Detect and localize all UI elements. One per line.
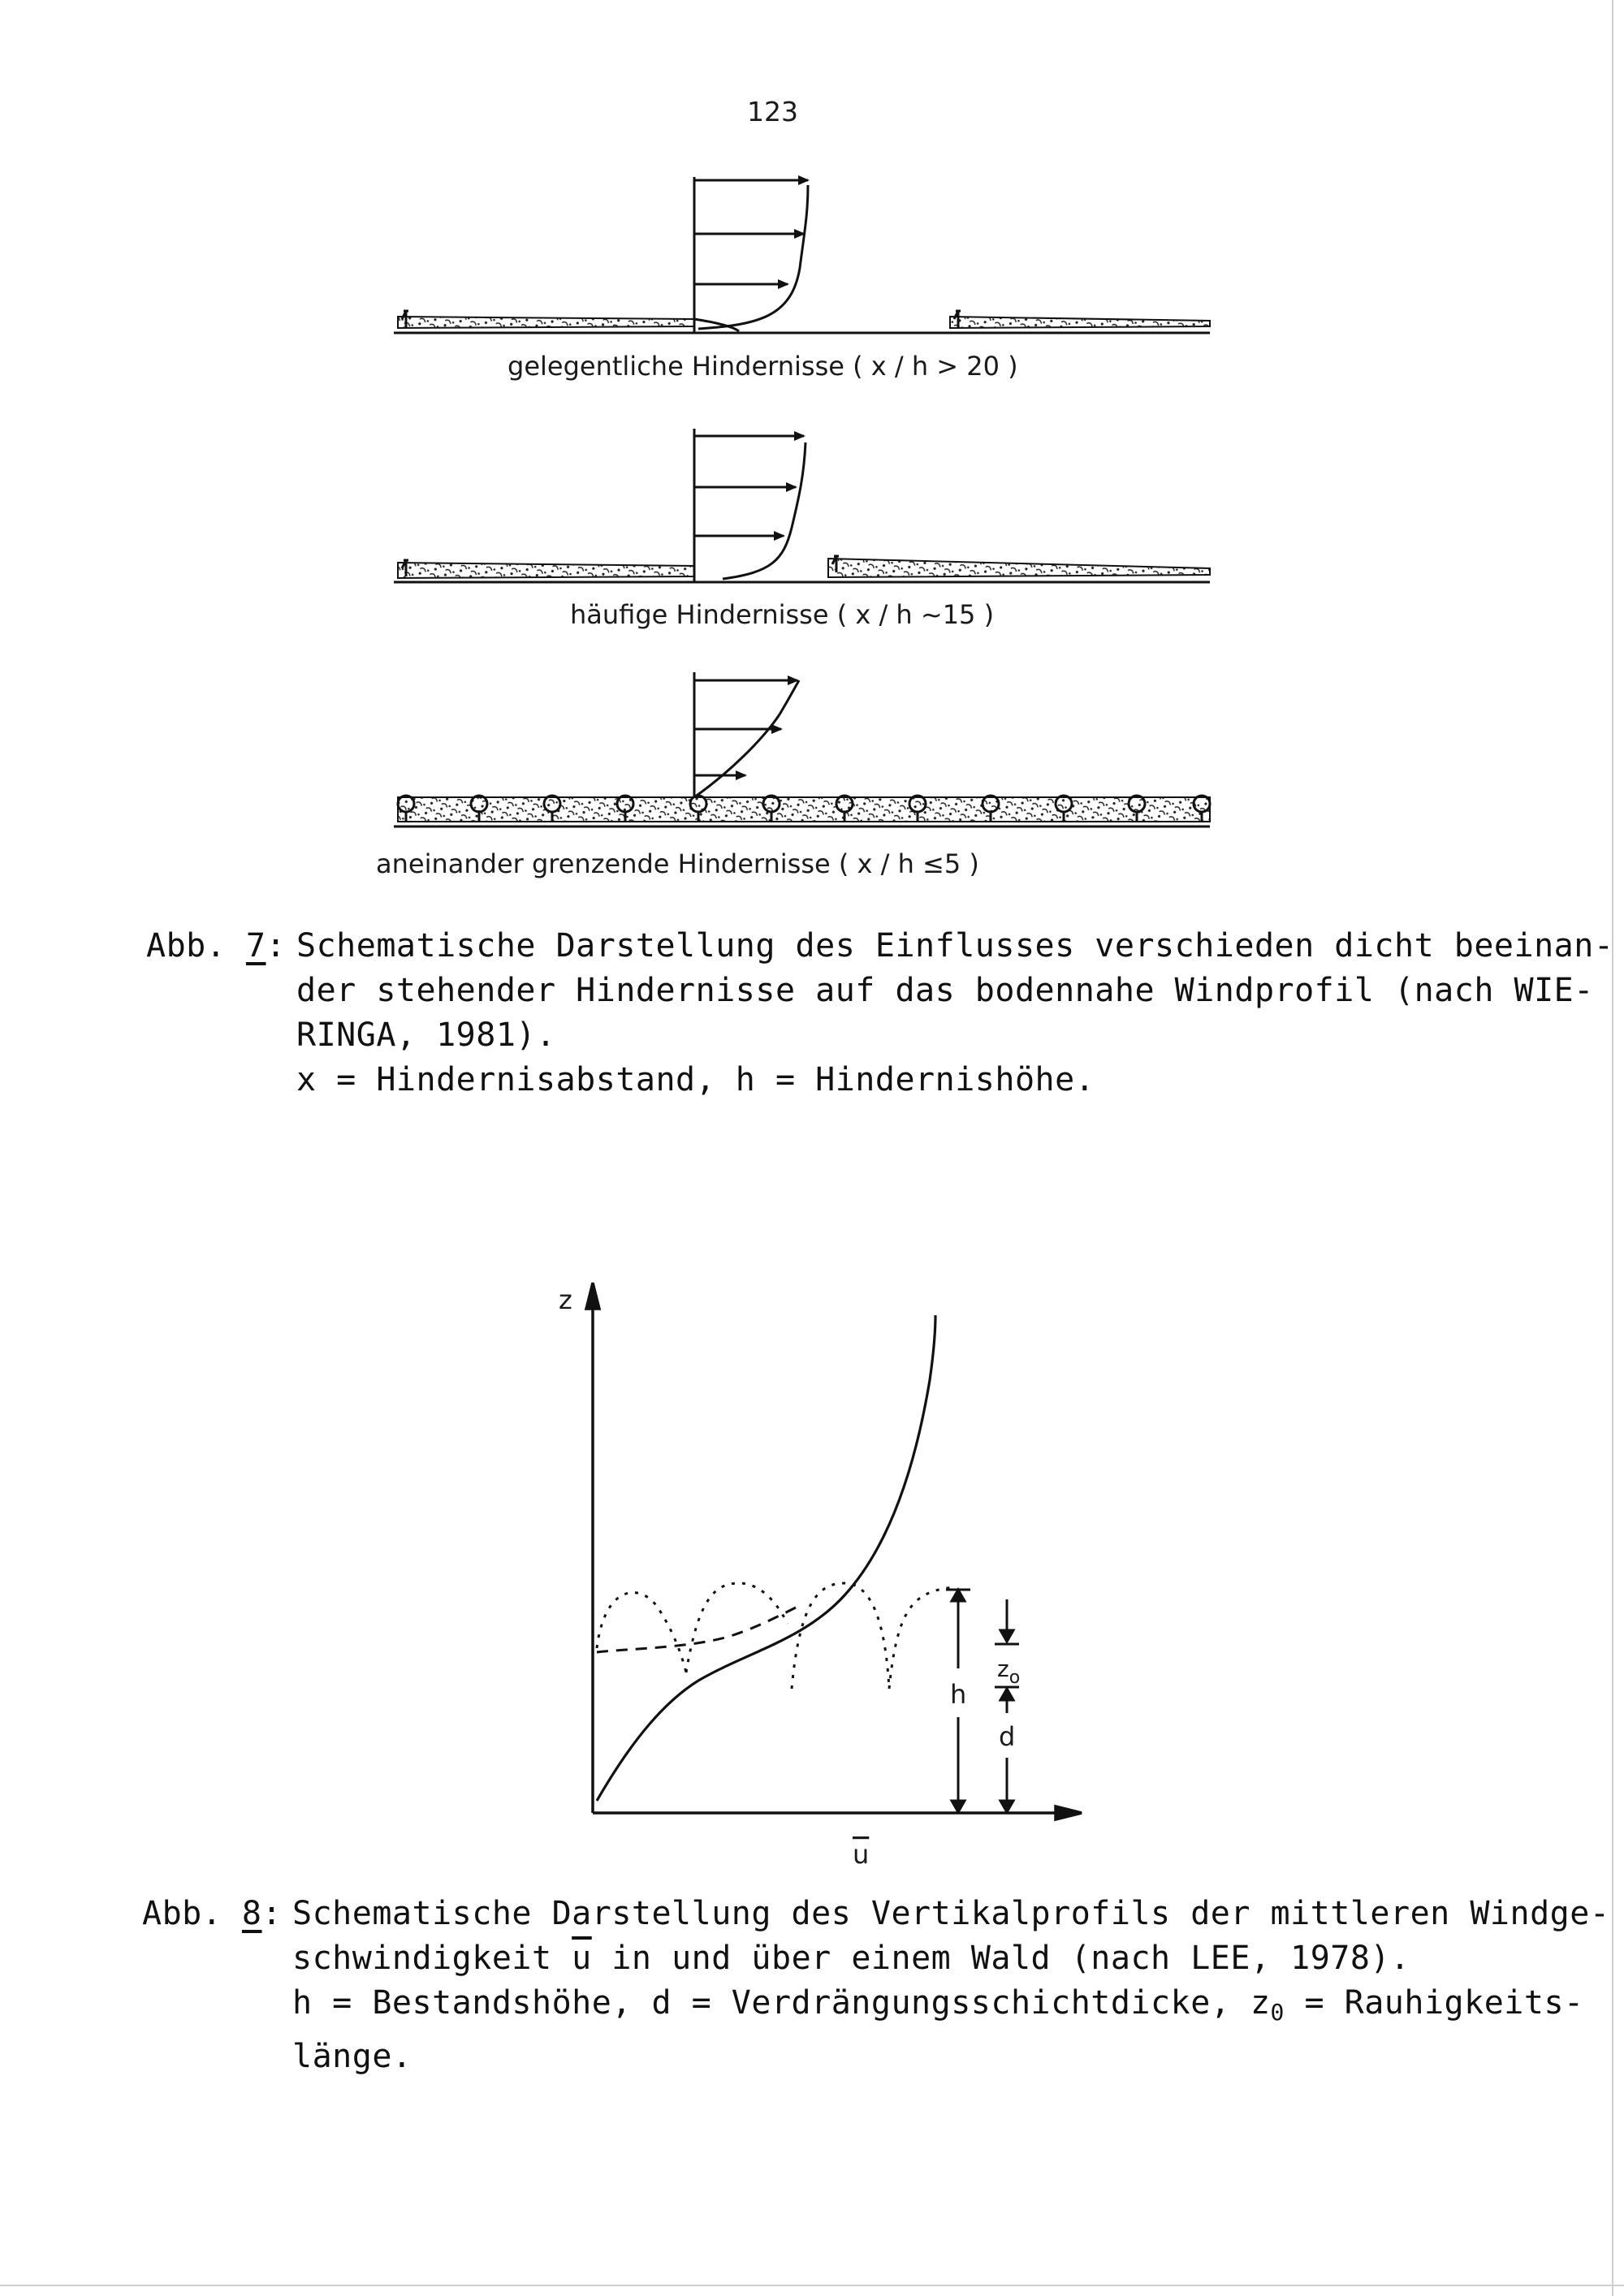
caption-line: x = Hindernisabstand, h = Hindernishöhe. <box>296 1061 1095 1098</box>
tree-crowns-dotted <box>597 1583 954 1689</box>
wind-profile-curve <box>597 1315 935 1801</box>
panel-3-label: aneinander grenzende Hindernisse ( x / h ≤5 ) <box>376 848 979 879</box>
figure-7-caption-label: Abb. 7: <box>146 927 287 965</box>
y-axis-arrow <box>586 1283 599 1309</box>
caption-line: Schematische Darstellung des Einflusses verschieden dicht beeinan- <box>296 927 1614 965</box>
caption-line: RINGA, 1981). <box>296 1016 556 1054</box>
figure-8-caption-label: Abb. 8: <box>142 1895 283 1932</box>
dimension-h-label: h <box>950 1679 967 1710</box>
y-axis-label: z <box>559 1284 572 1315</box>
bottom-edge-line <box>0 2285 1624 2286</box>
caption-line: h = Bestandshöhe, d = Verdrängungsschichtdicke, $z_0$ = Rauhigkeits- <box>292 1984 1584 2026</box>
caption-line: der stehender Hindernisse auf das bodennahe Windprofil (nach WIE- <box>296 972 1594 1009</box>
page-number: 123 <box>747 96 798 127</box>
figure-8-caption-text <box>292 1892 1609 2079</box>
figure-8-caption <box>142 1892 1610 2087</box>
dimension-z0-label: $z_o$ <box>997 1655 1021 1688</box>
x-axis-label: u <box>853 1839 870 1870</box>
panel-1-label: gelegentliche Hindernisse ( x / h > 20 ) <box>508 351 1018 382</box>
dimension-d-z0 <box>995 1599 1019 1812</box>
caption-line: länge. <box>292 2038 412 2075</box>
caption-line: schwindigkeit $\overline{u}$ in und über einem Wald (nach LEE, 1978). <box>292 1940 1410 1977</box>
caption-line: Schematische Darstellung des Vertikalprofils der mittleren Windge- <box>292 1895 1610 1932</box>
panel-2-label: häufige Hindernisse ( x / h ~15 ) <box>570 599 995 630</box>
x-axis-arrow <box>1056 1806 1082 1819</box>
dimension-d-label: d <box>999 1721 1016 1752</box>
